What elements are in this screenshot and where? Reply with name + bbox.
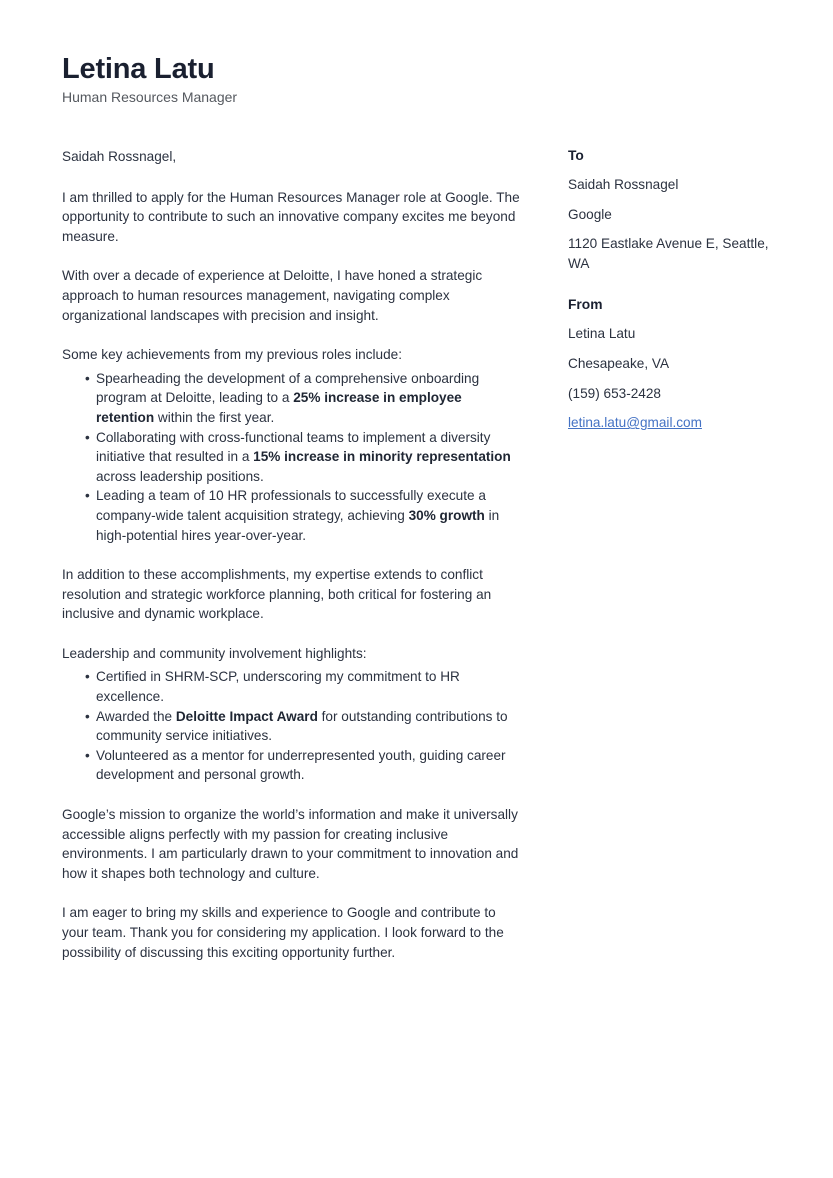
achievements-lead-in: Some key achievements from my previous roles include: <box>62 347 402 363</box>
paragraph-mission: Google’s mission to organize the world’s information and make it universally accessible aligns perfectly with my passion for creating inclusive environments. I am particularly drawn to your commitment to innovation and how it shapes both technology and culture. <box>62 807 519 881</box>
achievements-list <box>62 369 522 545</box>
document-header <box>62 52 762 106</box>
list-item-text-after: within the first year. <box>154 409 275 425</box>
paragraph-expertise: In addition to these accomplishments, my expertise extends to conflict resolution and strategic workforce planning, both critical for fostering an inclusive and dynamic workplace. <box>62 567 492 622</box>
sender-name: Letina Latu <box>568 326 636 342</box>
list-item <box>87 667 522 706</box>
to-block <box>568 147 793 273</box>
list-item <box>87 428 522 487</box>
recipient-address: 1120 Eastlake Avenue E, Seattle, WA <box>568 236 769 271</box>
page-title: Letina Latu <box>62 53 215 85</box>
list-item-emphasis: 15% increase in minority representation <box>253 449 511 465</box>
recipient-name: Saidah Rossnagel <box>568 177 679 192</box>
recipient-company: Google <box>568 206 612 222</box>
paragraph-experience: With over a decade of experience at Deloitte, I have honed a strategic approach to human resources management, navigating complex organizational landscapes with precision and insight. <box>62 268 483 323</box>
list-item-text-after: for outstanding contributions to community service initiatives. <box>96 708 508 744</box>
sender-location: Chesapeake, VA <box>568 355 670 371</box>
from-block <box>568 296 793 432</box>
to-heading: To <box>568 148 584 163</box>
list-item-text-before: Certified in SHRM-SCP, underscoring my commitment to HR excellence. <box>96 669 460 705</box>
leadership-list <box>62 667 522 785</box>
list-item-emphasis: 25% increase in employee retention <box>96 390 462 425</box>
list-item-emphasis: 30% growth <box>408 507 485 523</box>
list-item-text-after: in high-potential hires year-over-year. <box>96 507 500 543</box>
paragraph-closing: I am eager to bring my skills and experience to Google and contribute to your team. Thank you for considering my application. I look forward to the possibility of discussing this exciting opportunity further. <box>62 905 504 960</box>
list-item-text-before: Leading a team of 10 HR professionals to successfully execute a company-wide talent acquisition strategy, achieving <box>96 488 486 523</box>
sender-email-link[interactable]: letina.latu@gmail.com <box>568 415 702 431</box>
list-item-text-before: Awarded the <box>96 708 176 724</box>
paragraph-intro: I am thrilled to apply for the Human Resources Manager role at Google. The opportunity to contribute to such an innovative company excites me beyond measure. <box>62 189 520 244</box>
list-item <box>87 707 522 746</box>
list-item <box>87 369 522 428</box>
job-title: Human Resources Manager <box>62 89 238 105</box>
letter-sidebar <box>568 147 793 456</box>
list-item-emphasis: Deloitte Impact Award <box>175 708 318 724</box>
list-item-text-before: Spearheading the development of a comprehensive onboarding program at Deloitte, leading to a <box>96 370 480 406</box>
from-heading: From <box>568 297 603 313</box>
sender-phone: (159) 653-2428 <box>568 385 661 401</box>
list-item <box>87 486 522 545</box>
salutation: Saidah Rossnagel, <box>62 149 177 164</box>
letter-body <box>62 147 522 982</box>
sender-email-row <box>568 413 793 433</box>
leadership-lead-in: Leadership and community involvement highlights: <box>62 645 367 661</box>
list-item-text-after: across leadership positions. <box>96 468 264 484</box>
list-item-text-before: Collaborating with cross-functional teams to implement a diversity initiative that resulted in a <box>96 429 491 465</box>
list-item-text-before: Volunteered as a mentor for underrepresented youth, guiding career development and personal growth. <box>96 747 506 783</box>
list-item <box>87 746 522 785</box>
